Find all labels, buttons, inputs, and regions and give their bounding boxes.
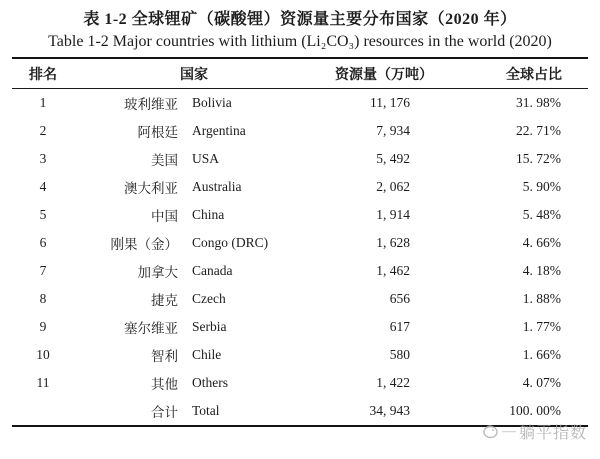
country-en-cell: China [192, 207, 225, 222]
country-cn-cell: 刚果（金） [110, 237, 178, 252]
header-rank: 排名 [29, 67, 57, 83]
table-row [12, 145, 588, 173]
rank-cell: 8 [39, 291, 47, 306]
table-row [12, 89, 588, 117]
header-country: 国家 [180, 67, 208, 83]
table-row [12, 313, 588, 341]
country-cn-cell: 玻利维亚 [124, 97, 178, 112]
rank-cell: 10 [36, 347, 50, 362]
country-cn-cell: 合计 [151, 405, 178, 420]
country-cn-cell: 中国 [151, 209, 178, 224]
share-cell: 1. 77% [522, 319, 561, 334]
rank-cell: 9 [39, 319, 47, 334]
country-en-cell: Czech [192, 291, 226, 306]
country-en-cell: Canada [192, 263, 233, 278]
country-en-cell: Total [192, 403, 220, 418]
resources-cell: 580 [389, 347, 410, 362]
resources-cell: 11, 176 [370, 95, 410, 110]
country-en-cell: Australia [192, 179, 242, 194]
share-cell: 31. 98% [516, 95, 561, 110]
country-en-cell: Bolivia [192, 95, 232, 110]
header-share: 全球占比 [506, 67, 562, 83]
country-en-cell: Argentina [192, 123, 246, 138]
table-row [12, 117, 588, 145]
country-cn-cell: 美国 [151, 153, 178, 168]
table-row [12, 285, 588, 313]
resources-cell: 2, 062 [376, 179, 410, 194]
watermark-dash: — [501, 423, 516, 439]
lithium-resources-table [12, 57, 588, 427]
share-cell: 5. 90% [522, 179, 561, 194]
resources-cell: 1, 914 [376, 207, 410, 222]
resources-cell: 7, 934 [376, 123, 410, 138]
resources-cell: 656 [389, 291, 410, 306]
country-cn-cell: 其他 [151, 377, 178, 392]
rank-cell: 4 [39, 179, 47, 194]
watermark [482, 420, 587, 443]
table-row [12, 369, 588, 397]
share-cell: 15. 72% [516, 151, 561, 166]
share-cell: 4. 66% [522, 235, 561, 250]
country-en-cell: Chile [192, 347, 222, 362]
share-cell: 4. 07% [522, 375, 561, 390]
resources-cell: 1, 628 [376, 235, 410, 250]
country-cn-cell: 阿根廷 [137, 125, 178, 140]
table-row [12, 201, 588, 229]
table-row [12, 341, 588, 369]
country-en-cell: USA [192, 151, 220, 166]
resources-cell: 5, 492 [376, 151, 410, 166]
share-cell: 22. 71% [516, 123, 561, 138]
resources-cell: 617 [389, 319, 410, 334]
country-cn-cell: 塞尔维亚 [124, 321, 178, 336]
share-cell: 1. 66% [522, 347, 561, 362]
rank-cell: 1 [39, 95, 47, 110]
country-cn-cell: 加拿大 [137, 265, 178, 280]
share-cell: 4. 18% [522, 263, 561, 278]
table-title-en: Table 1-2 Major countries with lithium (Li₂CO₃) resources in the world (2020) [48, 33, 552, 50]
share-cell: 1. 88% [522, 291, 561, 306]
watermark-text: 躺平指数 [518, 425, 587, 442]
rank-cell: 3 [39, 151, 47, 166]
table-title-cn: 表 1-2 全球锂矿（碳酸锂）资源量主要分布国家（2020 年） [83, 11, 517, 28]
rank-cell: 7 [39, 263, 47, 278]
country-en-cell: Others [192, 375, 228, 390]
rank-cell: 2 [39, 123, 47, 138]
table-row [12, 257, 588, 285]
resources-cell: 1, 422 [376, 375, 410, 390]
table-row [12, 229, 588, 257]
country-en-cell: Serbia [192, 319, 227, 334]
resources-cell: 1, 462 [376, 263, 410, 278]
rank-cell: 11 [36, 375, 50, 390]
table-row [12, 173, 588, 201]
rank-cell: 6 [39, 235, 47, 250]
header-resources: 资源量（万吨） [335, 67, 433, 83]
share-cell: 5. 48% [522, 207, 561, 222]
country-cn-cell: 捷克 [151, 293, 178, 308]
table-header-row [12, 59, 588, 89]
watermark-bird-logo-icon [482, 424, 499, 439]
resources-cell: 34, 943 [369, 403, 410, 418]
share-cell: 100. 00% [509, 403, 561, 418]
country-cn-cell: 智利 [151, 349, 178, 364]
country-en-cell: Congo (DRC) [192, 235, 269, 250]
rank-cell: 5 [39, 207, 47, 222]
country-cn-cell: 澳大利亚 [124, 181, 178, 196]
